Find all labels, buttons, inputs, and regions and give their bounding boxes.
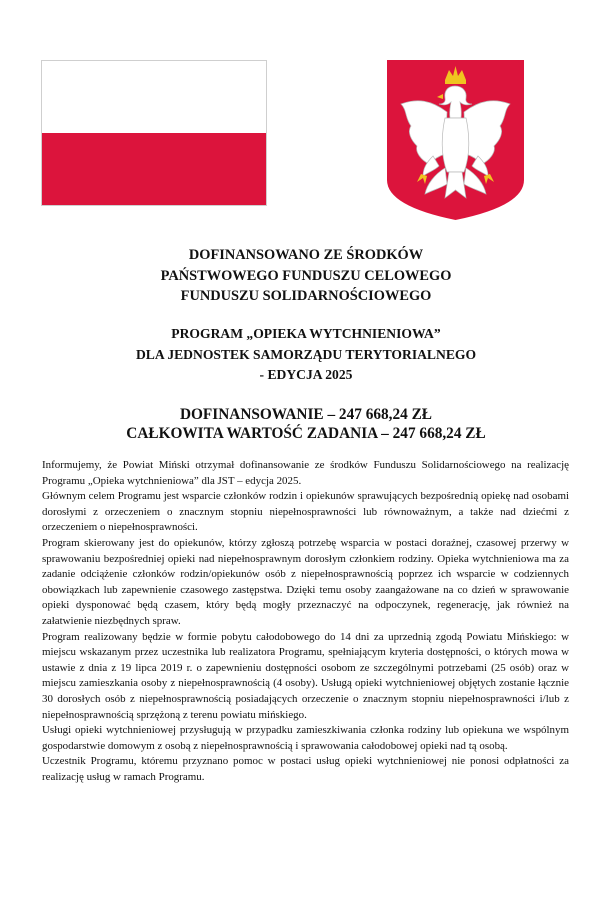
- flag-white-stripe: [42, 61, 266, 133]
- paragraph: Usługi opieki wytchnieniowej przysługują w przypadku zamieszkiwania członka rodziny lub opiekuna we wspólnym gospodarstwie domowym z osobą z niepełnosprawnością i sprawowania całodobowej opieki nad tą osobą.: [42, 724, 569, 752]
- funding-heading: [0, 245, 612, 307]
- paragraph: Informujemy, że Powiat Miński otrzymał dofinansowanie ze środków Funduszu Solidarnościowego na realizację Programu „Opieka wytchnieniowa” dla JST – edycja 2025.: [42, 459, 569, 487]
- program-heading-line: - EDYCJA 2025: [259, 367, 353, 382]
- coat-of-arms-eagle-icon: [387, 60, 524, 220]
- polish-flag-icon: [41, 60, 267, 206]
- paragraph: Głównym celem Programu jest wsparcie członków rodzin i opiekunów sprawujących bezpośrednią opiekę nad osobami dorosłymi z orzeczeniem o znacznym stopniu niepełnosprawności lub równoważnym, a także nad dziećmi z orzeczeniem o niepełnosprawności.: [42, 490, 569, 534]
- program-heading-line: PROGRAM „OPIEKA WYTCHNIENIOWA”: [171, 326, 441, 341]
- paragraph: Uczestnik Programu, któremu przyznano pomoc w postaci usług opieki wytchnieniowej nie ponosi odpłatności za realizację usług w ramach Programu.: [42, 755, 569, 783]
- announcement-body: [42, 458, 569, 785]
- funding-heading-line: PAŃSTWOWEGO FUNDUSZU CELOWEGO: [160, 267, 452, 284]
- paragraph: Program skierowany jest do opiekunów, którzy zgłoszą potrzebę wsparcia w postaci doraźnej, czasowej przerwy w sprawowaniu bezpośredniej opieki nad niepełnosprawnym dorosłym członkiem rodziny. Opieka wytchnieniowa ma za zadanie odciążenie członków rodzin/opiekunów osób z niepełnosprawnością poprzez ich wsparcie w codziennych obowiązkach lub zapewnienie czasowego zastępstwa. Dzięki temu osoby zaangażowane na co dzień w sprawowanie opieki dysponować będą czasem, który będą mogły przeznaczyć na odpoczynek, regenerację, jak również na załatwienie niezbędnych spraw.: [42, 536, 569, 627]
- amounts-heading: [0, 405, 612, 443]
- funding-heading-line: DOFINANSOWANO ZE ŚRODKÓW: [188, 247, 424, 263]
- program-heading-line: DLA JEDNOSTEK SAMORZĄDU TERYTORIALNEGO: [135, 346, 477, 362]
- total-value: CAŁKOWITA WARTOŚĆ ZADANIA – 247 668,24 ZŁ: [126, 425, 486, 442]
- funding-heading-line: FUNDUSZU SOLIDARNOŚCIOWEGO: [180, 288, 432, 304]
- program-heading: [0, 324, 612, 386]
- paragraph: Program realizowany będzie w formie pobytu całodobowego do 14 dni za uprzednią zgodą Powiatu Mińskiego: w miejscu wskazanym przez uczestnika lub realizatora Programu, spełniającym kryteria dostępności, o których mowa w ustawie z dnia z 19 lipca 2019 r. o zapewnieniu dostępności osobom ze szczególnymi potrzebami (25 osób) oraz w miejscu zamieszkania osoby z niepełnosprawnością (4 osoby). Usługą opieki wytchnieniowej objętych zostanie łącznie 30 dorosłych osób z niepełnosprawnością posiadających orzeczenie o znacznym stopniu niepełnosprawności i/lub z niepełnosprawnością sprzężoną z terenu powiatu mińskiego.: [42, 630, 569, 721]
- flag-red-stripe: [42, 133, 266, 205]
- funding-amount: DOFINANSOWANIE – 247 668,24 ZŁ: [179, 406, 432, 423]
